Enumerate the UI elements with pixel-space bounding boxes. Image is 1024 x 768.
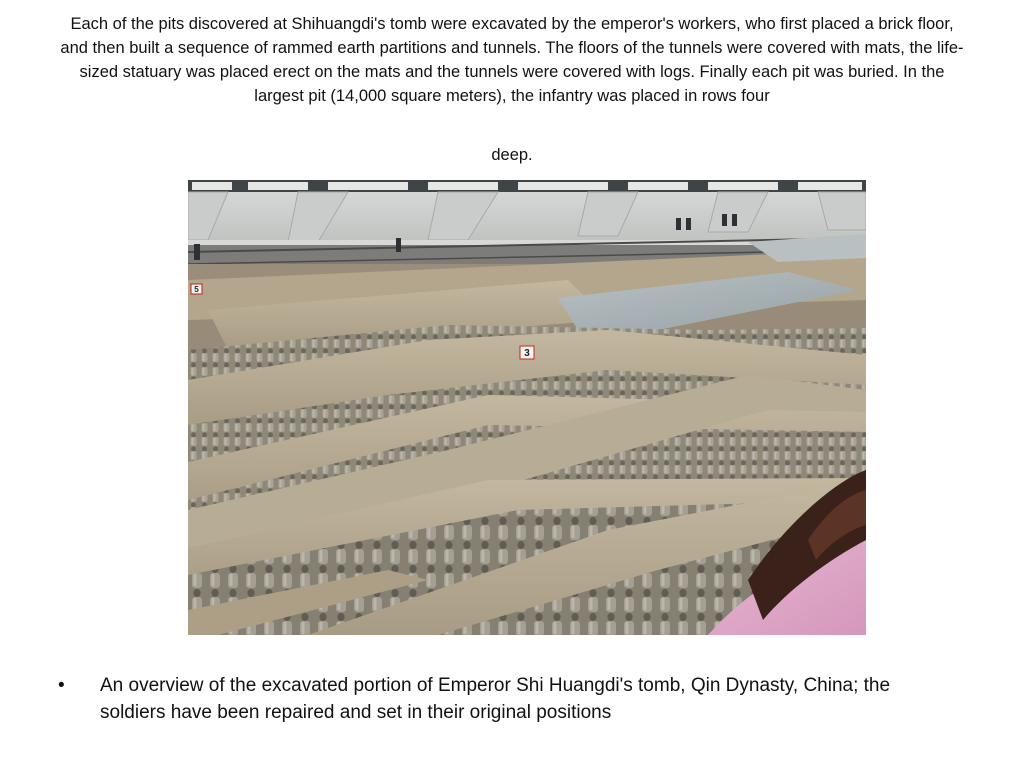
caption-text: An overview of the excavated portion of Emperor Shi Huangdi's tomb, Qin Dynasty, China; the soldiers have been repaired and set in their original positions (100, 675, 891, 723)
terracotta-army-photo (188, 180, 866, 635)
svg-text:5: 5 (194, 285, 199, 294)
caption-list (58, 672, 958, 726)
intro-paragraph-tail: deep. (491, 146, 533, 164)
svg-text:3: 3 (524, 348, 530, 359)
photo-illustration (188, 180, 866, 635)
intro-paragraph: Each of the pits discovered at Shihuangdi's tomb were excavated by the emperor's workers, who first placed a brick floor, and then built a sequence of rammed earth partitions and tunnels. The floors of the tunnels were covered with mats, the life-sized statuary was placed erect on the mats and the tunnels were covered with logs. Finally each pit was buried. In the largest pit (14,000 square meters), the infantry was placed in rows four (60, 15, 964, 105)
caption-item (58, 672, 958, 726)
pit-sign-3 (520, 346, 534, 359)
pit-sign-5 (191, 284, 202, 294)
bullet-icon: • (58, 675, 65, 696)
